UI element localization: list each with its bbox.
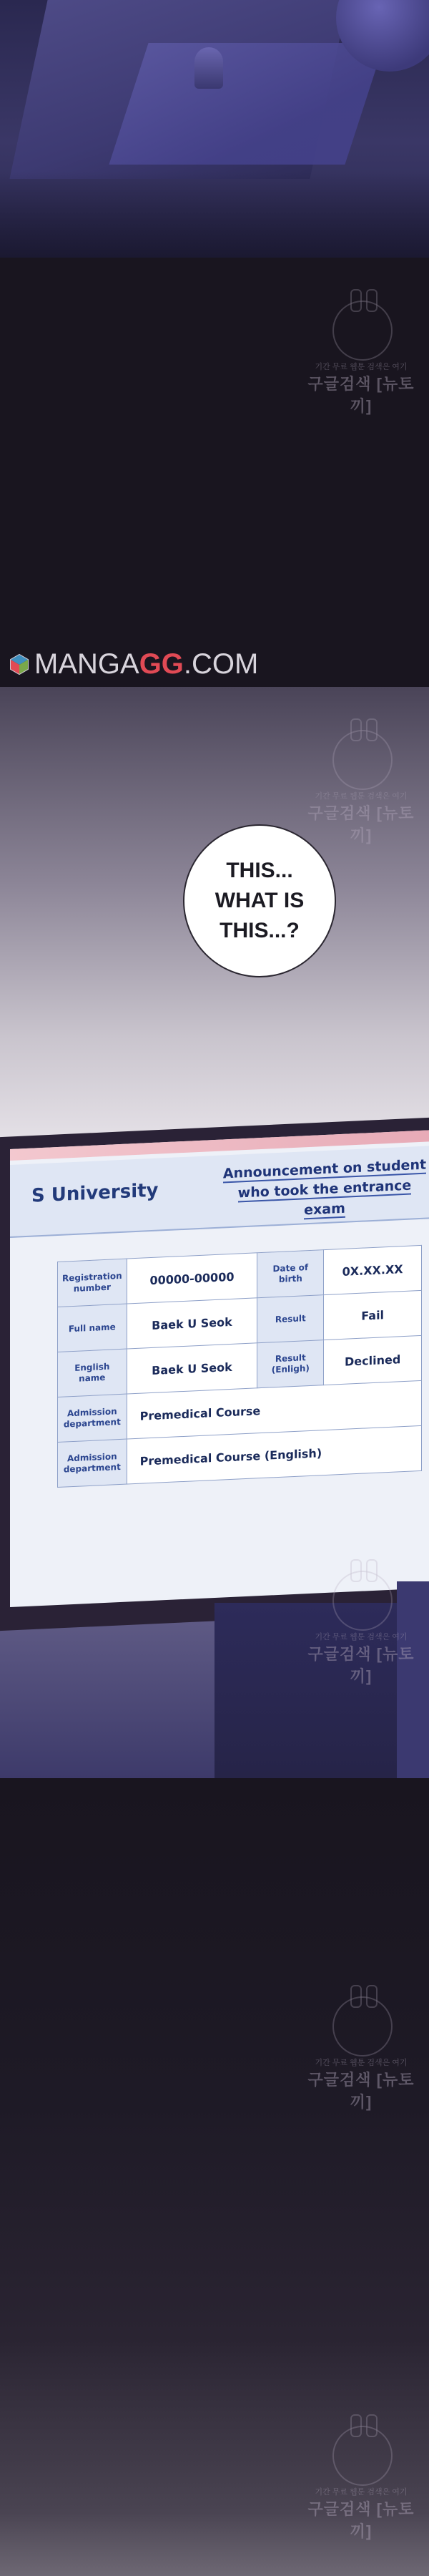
- watermark-title: 구글검색 [뉴토끼]: [307, 1645, 415, 1685]
- watermark-caption: 기간 무료 웹툰 검색은 여기: [315, 2059, 408, 2067]
- table-label: Full name: [58, 1304, 127, 1352]
- watermark-caption: 기간 무료 웹툰 검색은 여기: [315, 363, 408, 371]
- table-value: Premedical Course (English): [127, 1425, 421, 1484]
- logo-text-accent: GG: [139, 648, 184, 680]
- desk-panel-shape: [109, 43, 384, 165]
- site-logo: [9, 650, 258, 678]
- table-value: Baek U Seok: [127, 1298, 257, 1349]
- watermark-caption: 기간 무료 웹툰 검색은 여기: [315, 1633, 408, 1641]
- table-value: 0X.XX.XX: [324, 1245, 422, 1294]
- table-label: Result (Enligh): [257, 1340, 324, 1388]
- logo-text-prefix: MANGA: [34, 648, 139, 680]
- watermark-title: 구글검색 [뉴토끼]: [307, 375, 415, 415]
- table-value: 00000-00000: [127, 1253, 257, 1304]
- watermark: [300, 730, 422, 844]
- watermark-title: 구글검색 [뉴토끼]: [307, 804, 415, 844]
- top-panel-desk-scene: [0, 0, 429, 258]
- announcement-title-text: Announcement on student who took the entrance exam: [222, 1156, 427, 1219]
- watermark-title: 구글검색 [뉴토끼]: [307, 2500, 415, 2540]
- watermark: [300, 1996, 422, 2111]
- monitor-screen: [10, 1130, 429, 1607]
- watermark-title: 구글검색 [뉴토끼]: [307, 2071, 415, 2111]
- table-label: English name: [58, 1349, 127, 1397]
- watermark-rabbit-icon: [332, 1571, 393, 1631]
- desk-object: [194, 47, 223, 89]
- speech-bubble: [183, 824, 336, 977]
- watermark: [300, 1571, 422, 1685]
- watermark: [300, 2426, 422, 2540]
- logo-text: [34, 650, 258, 678]
- watermark-caption: 기간 무료 웹툰 검색은 여기: [315, 792, 408, 801]
- panel-shadow: [0, 172, 429, 258]
- table-label: Registration number: [58, 1259, 127, 1307]
- watermark-rabbit-icon: [332, 2426, 393, 2486]
- table-label: Result: [257, 1295, 324, 1343]
- table-label: Admission department: [58, 1439, 127, 1487]
- result-table: [57, 1245, 422, 1488]
- watermark-rabbit-icon: [332, 730, 393, 790]
- table-value: Fail: [324, 1290, 422, 1340]
- table-value: Declined: [324, 1335, 422, 1385]
- watermark: [300, 301, 422, 415]
- watermark-rabbit-icon: [332, 1996, 393, 2057]
- watermark-caption: 기간 무료 웹툰 검색은 여기: [315, 2488, 408, 2497]
- table-label: Date of birth: [257, 1250, 324, 1298]
- table-value: Baek U Seok: [127, 1343, 257, 1394]
- table-value: Premedical Course: [127, 1380, 421, 1439]
- announcement-title: [217, 1154, 429, 1224]
- university-name: S University: [31, 1179, 159, 1207]
- logo-cube-icon: [9, 653, 30, 675]
- watermark-rabbit-icon: [332, 301, 393, 361]
- speech-bubble-text: THIS... WHAT IS THIS...?: [214, 859, 305, 942]
- computer-monitor: [0, 1138, 429, 1639]
- logo-text-suffix: .COM: [183, 648, 259, 680]
- table-label: Admission department: [58, 1394, 127, 1442]
